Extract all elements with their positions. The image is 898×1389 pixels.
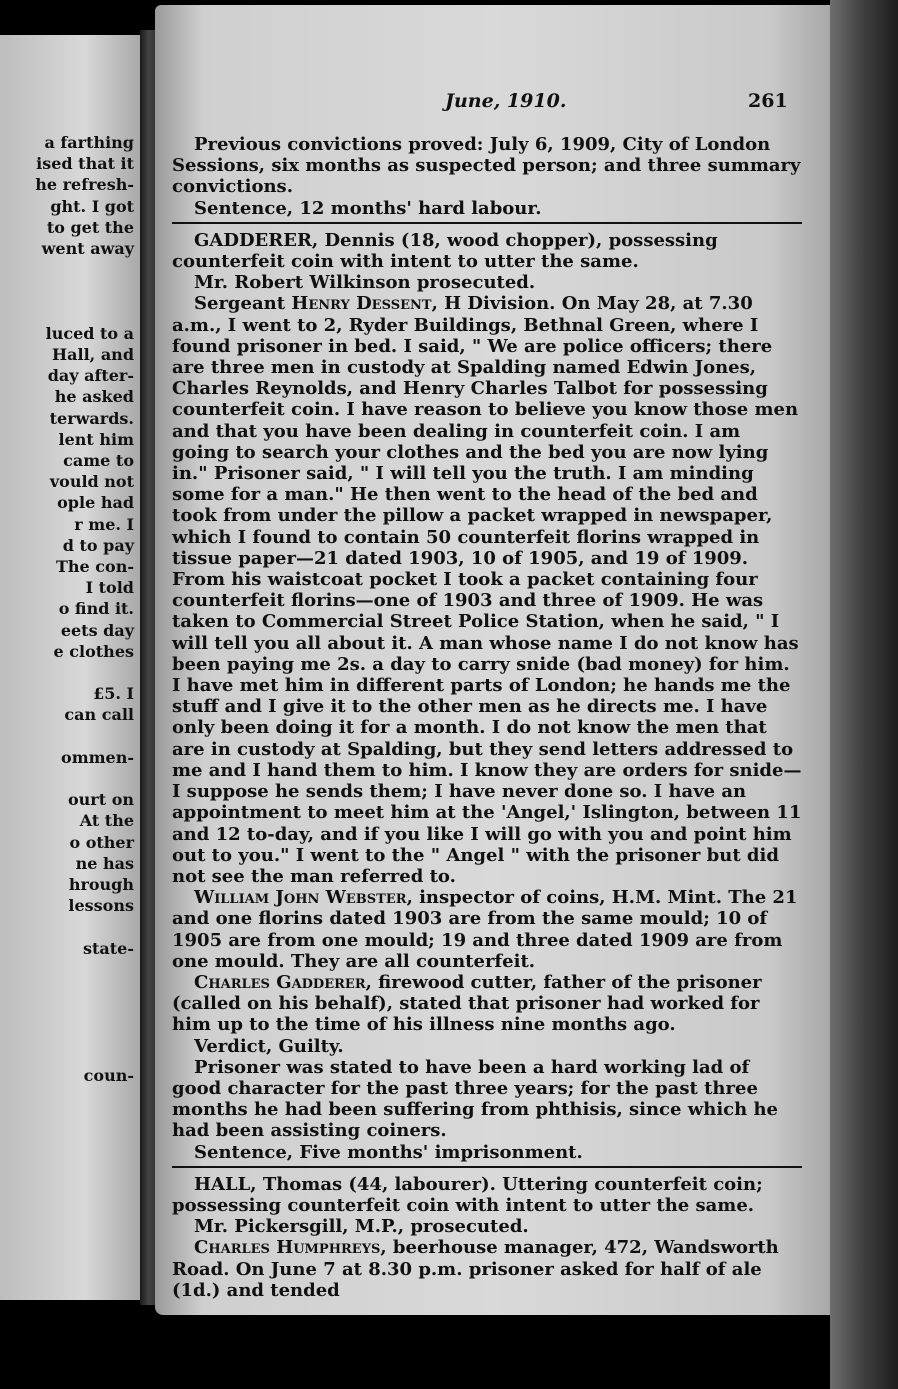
left-page-fragment: At the	[79, 811, 134, 831]
witness-name: Charles Gadderer	[194, 971, 366, 993]
left-page-fragment: lent him	[58, 429, 134, 449]
left-page-fragment: The con-	[56, 557, 134, 576]
left-page-fragment: ourt on	[68, 790, 134, 810]
paragraph-prosecutor-1: Mr. Robert Wilkinson prosecuted.	[194, 272, 536, 294]
paragraph-sentence-1: Sentence, 12 months' hard labour.	[194, 197, 542, 219]
left-page-fragment: state-	[83, 938, 134, 958]
witness-name: Henry Dessent	[291, 293, 432, 315]
left-page-fragment: ople had	[57, 493, 134, 513]
left-page-fragment: vould not	[49, 472, 134, 492]
left-page-fragment: coun-	[83, 1065, 134, 1085]
left-page-fragment: ommen-	[61, 747, 134, 767]
left-page-fragment: o other	[69, 832, 134, 852]
paragraph-character: Prisoner was stated to have been a hard working lad of good character for the past three years; for the past three months he had been suffering from phthisis, since which he had been assisting coiners.	[172, 1056, 779, 1142]
left-page-fragment: d to pay	[62, 535, 134, 555]
paragraph-testimony-gadderer: Charles Gadderer, firewood cutter, father of the prisoner (called on his behalf), stated that prisoner had worked for him up to the time of his illness nine months ago.	[172, 971, 762, 1036]
left-page-fragment: I told	[85, 578, 134, 598]
paragraph-sentence-2: Sentence, Five months' imprisonment.	[194, 1141, 583, 1163]
left-page-fragment: went away	[41, 239, 134, 258]
left-page-fragment: he asked	[54, 387, 134, 407]
left-page-fragment: ised that it	[36, 154, 134, 174]
left-page-fragment: a farthing	[44, 133, 134, 152]
left-page-fragment: ght. I got	[50, 196, 134, 216]
case-divider	[172, 1166, 802, 1168]
paragraph-testimony-dessent: Sergeant Henry Dessent, H Division. On May 28, at 7.30 a.m., I went to 2, Ryder Buildings, Bethnal Green, where I found prisoner in bed. I said, " We are police officers; there are three men in custody at Spalding named Edwin Jones, Charles Reynolds, and Henry Charles Talbot for possessing counterfeit coin. I have reason to believe you know those men and that you have been dealing in counterfeit coin. I am going to search your clothes and the bed you are now lying in." Prisoner said, " I will tell you the truth. I am minding some for a man." He then went to the head of the bed and took from under the pillow a packet wrapped in newspaper, which I found to contain 50 counterfeit florins wrapped in tissue paper—21 dated 1903, 10 of 1905, and 19 of 1909. From his waistcoat pocket I took a packet containing four counterfeit florins—one of 1903 and three of 1909. He was taken to Commercial Street Police Station, when he said, " I will tell you all about it. A man whose name I do not know has been paying me 2s. a day to carry snide (bad money) for him. I have met him in different parts of London; he hands me the stuff and I give it to the other men as he directs me. I have only been doing it for a month. I do not know the men that are in custody at Spalding, but they send letters addressed to me and I hand them to him. I know they are orders for snide—I suppose he sends them; I have never done so. I have an appointment to meet him at the 'Angel,' Islington, between 11 and 12 to-day, and if you like I will go with you and point him out to you." I went to the " Angel " with the prisoner but did not see the man referred to.	[172, 293, 802, 887]
left-page	[0, 35, 140, 1300]
left-page-fragment: Hall, and	[52, 345, 134, 364]
left-page-fragment: can call	[64, 705, 134, 725]
left-page-fragment: £5. I	[93, 684, 134, 704]
paragraph-prosecutor-2: Mr. Pickersgill, M.P., prosecuted.	[194, 1216, 529, 1238]
witness-name: Charles Humphreys	[194, 1237, 381, 1259]
left-page-fragment: o find it.	[58, 599, 134, 619]
case-heading-gadderer: GADDERER, Dennis (18, wood chopper), possessing counterfeit coin with intent to utter the same.	[172, 229, 718, 273]
paragraph-testimony-humphreys: Charles Humphreys, beerhouse manager, 472, Wandsworth Road. On June 7 at 8.30 p.m. prisoner asked for half of ale (1d.) and tended	[172, 1237, 779, 1301]
paragraph-convictions: Previous convictions proved: July 6, 1909, City of London Sessions, six months as suspected person; and three summary convictions.	[172, 134, 801, 198]
witness-name: William John Webster	[194, 887, 407, 909]
page-body	[172, 134, 802, 1301]
case-heading-hall: HALL, Thomas (44, labourer). Uttering counterfeit coin; possessing counterfeit coin with intent to utter the same.	[172, 1173, 763, 1216]
page-edge	[830, 0, 898, 1389]
paragraph-verdict: Verdict, Guilty.	[194, 1035, 344, 1057]
left-page-fragment: came to	[63, 451, 134, 470]
case-divider	[172, 222, 802, 224]
left-page-fragment: ne has	[75, 853, 134, 873]
left-page-fragment: r me. I	[74, 514, 134, 534]
left-page-fragment: terwards.	[49, 408, 134, 428]
left-page-fragment: eets day	[60, 620, 134, 640]
running-head: June, 1910.	[445, 90, 567, 112]
left-page-fragment: e clothes	[53, 641, 134, 661]
left-page-fragment: to get the	[46, 217, 134, 237]
left-page-fragment: hrough	[68, 875, 134, 894]
left-page-fragment: luced to a	[45, 323, 134, 343]
paragraph-testimony-webster: William John Webster, inspector of coins, H.M. Mint. The 21 and one florins dated 1903 are from the same mould; 10 of 1905 are from one mould; 19 and three dated 1909 are from one mould. They are all counterfeit.	[172, 887, 798, 972]
left-page-fragment: lessons	[68, 896, 134, 916]
page-number: 261	[748, 90, 788, 112]
left-page-fragment: he refresh-	[35, 175, 134, 195]
left-page-fragment: day after-	[47, 366, 134, 386]
